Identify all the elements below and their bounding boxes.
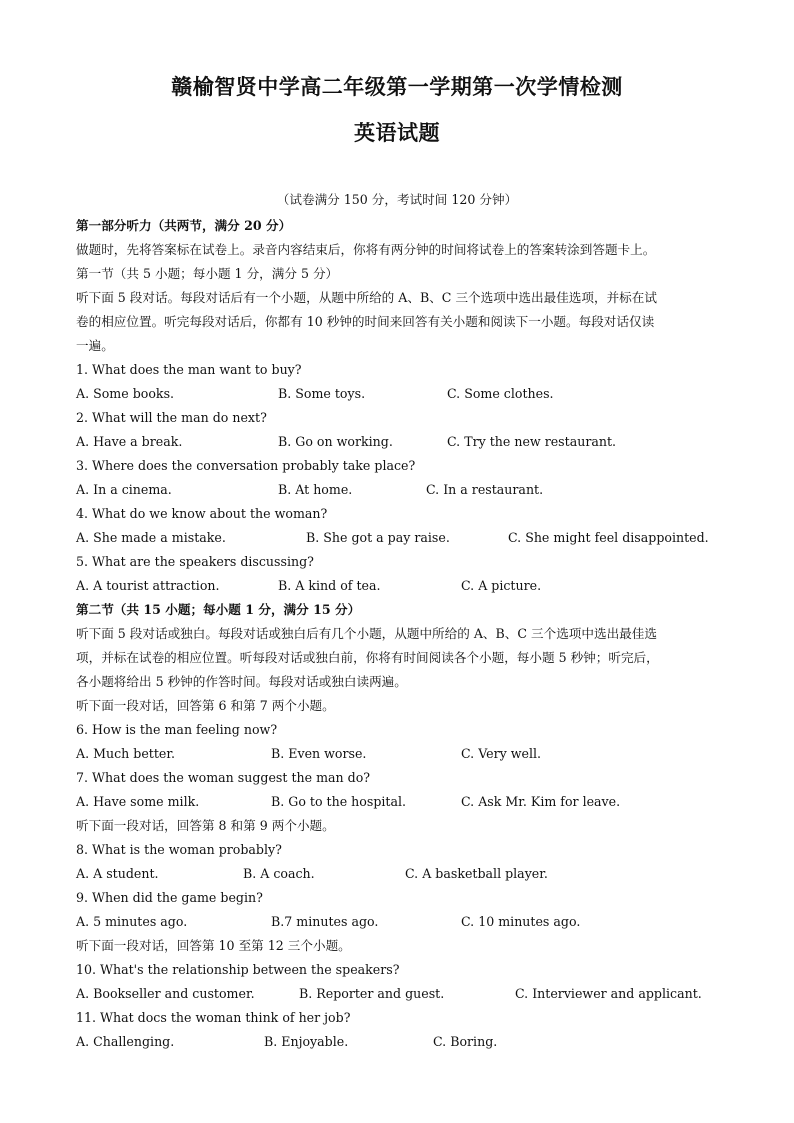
option-a: A. 5 minutes ago. [76,914,188,929]
option-c: C. A picture. [461,578,542,593]
option-a: A. Some books. [76,386,175,401]
option-a: A. In a cinema. [76,482,172,497]
option-a: A. Have some milk. [76,794,200,809]
section2-instruction-line: 各小题将给出 5 秒钟的作答时间。每段对话或独白读两遍。 [76,674,407,689]
option-a: A. She made a mistake. [76,530,226,545]
exam-subject: 英语试题 [354,121,440,145]
question-options [0,982,794,1006]
option-a: A. Have a break. [76,434,183,449]
question-stem: 5. What are the speakers discussing? [76,554,314,569]
question-options [0,1030,794,1054]
option-c: C. Interviewer and applicant. [515,986,702,1001]
exam-info: （试卷满分 150 分，考试时间 120 分钟） [276,192,518,207]
option-c: C. Try the new restaurant. [447,434,617,449]
question-options [0,382,794,406]
option-c: C. She might feel disappointed. [508,530,709,545]
question-options [0,430,794,454]
question-options [0,478,794,502]
question-options [0,526,794,550]
question-stem: 2. What will the man do next? [76,410,267,425]
part1-instruction: 做题时，先将答案标在试卷上。录音内容结束后，你将有两分钟的时间将试卷上的答案转涂到答题卡上。 [76,242,656,257]
option-a: A. A tourist attraction. [76,578,220,593]
option-b: B. Go on working. [278,434,393,449]
option-b: B. Some toys. [278,386,366,401]
question-options [0,574,794,598]
question-stem: 3. Where does the conversation probably take place? [76,458,416,473]
option-b: B. Enjoyable. [264,1034,349,1049]
section1-instruction-line: 卷的相应位置。听完每段对话后，你都有 10 秒钟的时间来回答有关小题和阅读下一小题。每段对话仅读 [76,314,655,329]
section2-instruction-line: 听下面 5 段对话或独白。每段对话或独白后有几个小题，从题中所给的 A、B、C 三个选项中选出最佳选 [76,626,657,641]
option-c: C. Some clothes. [447,386,554,401]
question-stem: 10. What's the relationship between the speakers? [76,962,400,977]
option-b: B. She got a pay raise. [306,530,450,545]
question-stem: 8. What is the woman probably? [76,842,282,857]
question-options [0,910,794,934]
option-b: B. Go to the hospital. [271,794,407,809]
part1-heading: 第一部分听力（共两节，满分 20 分） [76,218,292,233]
question-options [0,742,794,766]
option-c: C. A basketball player. [405,866,548,881]
option-b: B. A kind of tea. [278,578,381,593]
option-b: B.7 minutes ago. [271,914,379,929]
question-stem: 7. What does the woman suggest the man do? [76,770,371,785]
section2-heading: 第二节（共 15 小题；每小题 1 分，满分 15 分） [76,602,361,617]
question-options [0,790,794,814]
question-stem: 9. When did the game begin? [76,890,263,905]
option-c: C. Boring. [433,1034,498,1049]
question-stem: 4. What do we know about the woman? [76,506,328,521]
dialog-intro: 听下面一段对话，回答第 8 和第 9 两个小题。 [76,818,335,833]
question-stem: 11. What docs the woman think of her job? [76,1010,351,1025]
section1-heading: 第一节（共 5 小题；每小题 1 分，满分 5 分） [76,266,339,281]
option-b: B. Even worse. [271,746,367,761]
option-a: A. Much better. [76,746,176,761]
option-b: B. At home. [278,482,353,497]
option-c: C. 10 minutes ago. [461,914,581,929]
question-options [0,862,794,886]
option-a: A. Challenging. [76,1034,175,1049]
option-a: A. A student. [76,866,159,881]
dialog-intro: 听下面一段对话，回答第 6 和第 7 两个小题。 [76,698,335,713]
section2-instruction-line: 项，并标在试卷的相应位置。听每段对话或独白前，你将有时间阅读各个小题，每小题 5 秒钟；听完后， [76,650,659,665]
section1-instruction-line: 听下面 5 段对话。每段对话后有一个小题，从题中所给的 A、B、C 三个选项中选出最佳选项，并标在试 [76,290,657,305]
option-b: B. Reporter and guest. [299,986,445,1001]
question-stem: 1. What does the man want to buy? [76,362,302,377]
option-c: C. Ask Mr. Kim for leave. [461,794,621,809]
question-stem: 6. How is the man feeling now? [76,722,278,737]
option-b: B. A coach. [243,866,315,881]
section1-instruction-line: 一遍。 [76,338,114,353]
option-c: C. Very well. [461,746,542,761]
option-a: A. Bookseller and customer. [76,986,255,1001]
option-c: C. In a restaurant. [426,482,544,497]
exam-title: 赣榆智贤中学高二年级第一学期第一次学情检测 [171,75,623,99]
dialog-intro: 听下面一段对话，回答第 10 至第 12 三个小题。 [76,938,351,953]
